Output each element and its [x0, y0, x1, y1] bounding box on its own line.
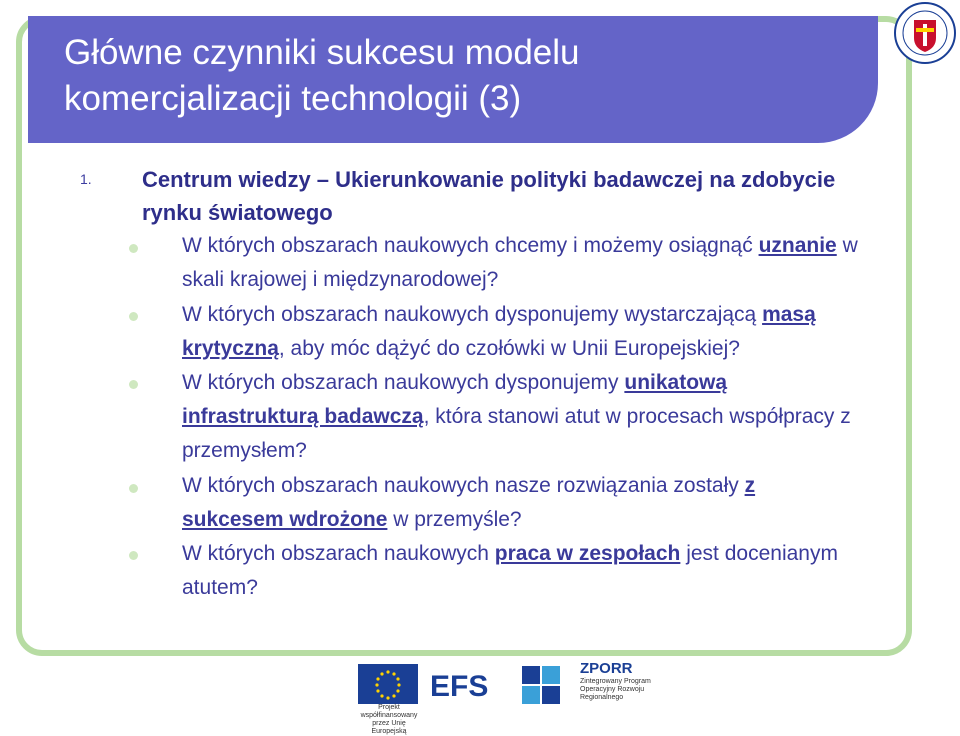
eu-caption: Projekt współfinansowany przez Unię Europejską — [360, 704, 418, 735]
bullet-text: , która stanowi atut w procesach współpracy z przemysłem? — [182, 405, 851, 462]
bullet-text: w przemyśle? — [387, 508, 522, 531]
bullet-3 — [182, 366, 862, 468]
bullet-dot — [129, 484, 138, 493]
bullet-dot — [129, 312, 138, 321]
bullet-2 — [182, 298, 862, 366]
bullet-text: W których obszarach naukowych dysponujemy — [182, 371, 625, 394]
title-line-1: Główne czynniki sukcesu modelu — [64, 33, 580, 72]
bullet-text: , aby móc dążyć do czołówki w Unii Europejskiej? — [278, 337, 740, 360]
bullet-emphasis: z sukcesem wdrożone — [182, 474, 756, 531]
zporr-logo: ZPORR — [580, 660, 633, 677]
bullet-text: W których obszarach naukowych chcemy i możemy osiągnąć — [182, 234, 759, 257]
bullet-emphasis: unikatową infrastrukturą badawczą — [182, 371, 728, 428]
bullet-text: w skali krajowej i międzynarodowej? — [182, 234, 858, 291]
bullet-text: W których obszarach naukowych — [182, 542, 495, 565]
bullet-dot — [129, 380, 138, 389]
section-number: 1. — [80, 171, 92, 187]
eu-flag-logo — [358, 664, 418, 704]
bullet-emphasis: uznanie — [758, 234, 837, 257]
puzzle-icon — [520, 664, 562, 708]
efs-logo: EFS — [430, 670, 489, 703]
zporr-caption: Zintegrowany Program Operacyjny Rozwoju Regionalnego — [580, 678, 651, 701]
bullet-text: W których obszarach naukowych nasze rozwiązania zostały — [182, 474, 745, 497]
bullet-emphasis: praca w zespołach — [494, 542, 681, 565]
bullet-text: W których obszarach naukowych dysponujemy wystarczającą — [182, 303, 763, 326]
bullet-1 — [182, 229, 862, 297]
bullet-emphasis: masą krytyczną — [182, 303, 816, 360]
section-heading: Centrum wiedzy – Ukierunkowanie polityki badawczej na zdobycie rynku światowego — [142, 167, 836, 225]
funding-logos — [350, 656, 660, 735]
bullet-dot — [129, 551, 138, 560]
bullet-text: jest docenianym atutem? — [182, 542, 838, 599]
title-line-2: komercjalizacji technologii (3) — [64, 79, 522, 118]
bullet-5 — [182, 537, 862, 605]
bullet-dot — [129, 244, 138, 253]
bullet-4 — [182, 469, 862, 537]
